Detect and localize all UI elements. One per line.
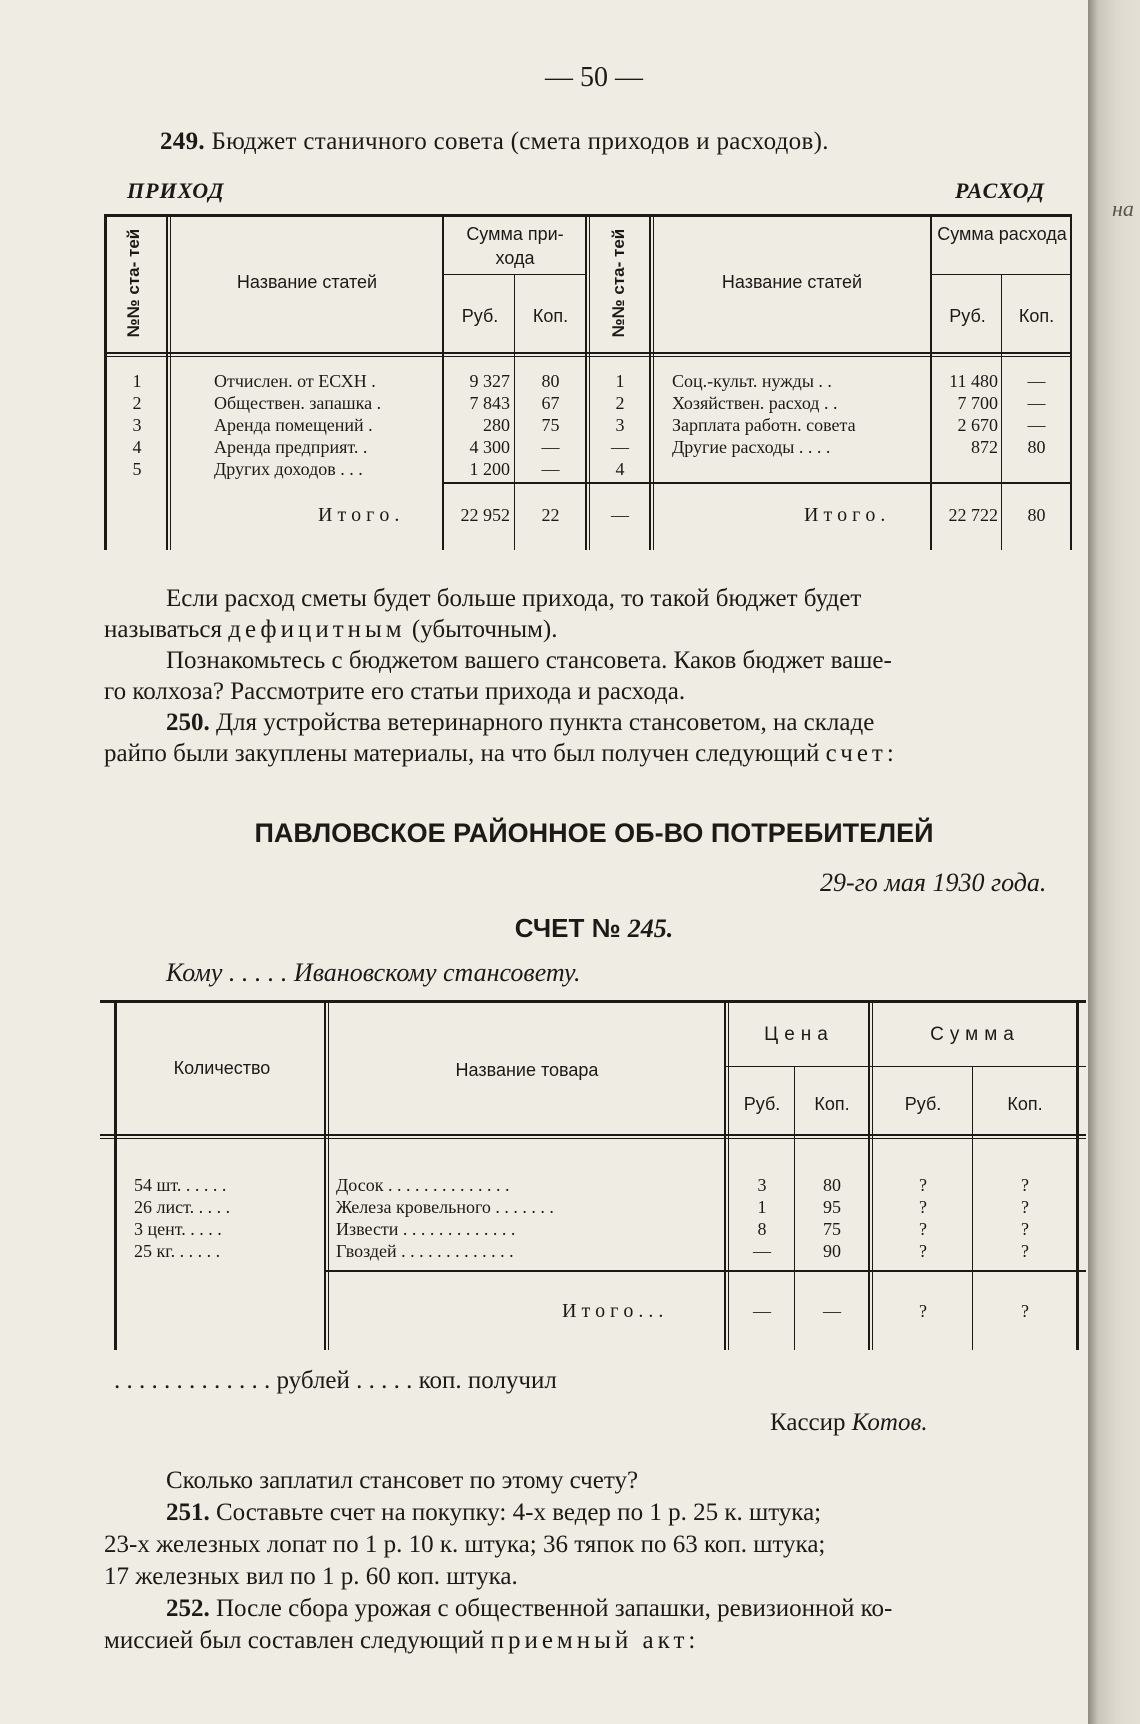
invoice-recipient: Кому . . . . . Ивановскому стансовету. [166, 958, 581, 987]
table-rule [930, 214, 932, 550]
table-rule [514, 274, 515, 550]
invoice-total-price-kop: — [823, 1301, 841, 1321]
table-rule [972, 1066, 973, 1350]
cashier-name: Котов. [851, 1409, 928, 1436]
invoice-total-price-rub: — [753, 1301, 771, 1321]
intro-line-2: го колхоза? Рассмотрите его статьи прихода и расхода. [104, 678, 686, 705]
table-rule [794, 1066, 795, 1350]
expense-name-header: Название статей [721, 272, 863, 292]
expense-total-label: И т о г о . [804, 504, 886, 526]
p250-line-1: 250. Для устройства ветеринарного пункта стансоветом, на складе [166, 709, 875, 736]
p252-number: 252. [166, 1595, 210, 1622]
invoice-total-sum-kop: ? [1021, 1301, 1029, 1321]
invoice-term: счет: [825, 740, 898, 767]
section-249-title: Бюджет станичного совета (смета приходов и расходов). [211, 128, 829, 155]
question-line: Сколько заплатил стансовет по этому счету? [166, 1467, 639, 1494]
invoice-table: Количество Название товара Цена Сумма Руб. Коп. Руб. Коп. 54 шт. . . . . . Досок . . . . . . . . . . . . . . 3 80 ? ? 26 лист. . . . . Железа кровельного . . . . . . . 1 95 ? ? 3 цент. . . . . Извести . . . . . . . . . . . . . 8 75 ? ? 25 кг. . . . . . Гвоздей . . . . . . . . . . . . . — 90 ? ? И т о г о . . . — — ? ? [100, 1000, 1086, 1350]
cashier-line: Кассир Котов. [770, 1409, 928, 1436]
table-rule [589, 214, 590, 550]
income-name-header: Название статей [236, 272, 378, 292]
table-rule [724, 1000, 726, 1350]
table-rule [100, 1000, 1086, 1003]
invoice-org: ПАВЛОВСКОЕ РАЙОННОЕ ОБ-ВО ПОТРЕБИТЕЛЕЙ [254, 818, 934, 848]
income-rub-header: Руб. [461, 306, 499, 326]
income-kop-header: Коп. [532, 306, 569, 326]
table-rule [104, 356, 1072, 357]
facing-page-edge [1088, 0, 1140, 1724]
received-line: . . . . . . . . . . . . . рублей . . . . . коп. получил [114, 1367, 557, 1394]
table-rule [872, 1000, 873, 1350]
p251-line-1: 251. Составьте счет на покупку: 4-х ведер по 1 р. 25 к. штука; [166, 1499, 822, 1526]
table-rule [114, 1000, 117, 1350]
table-rule [649, 214, 651, 550]
table-rule [585, 214, 587, 550]
table-rule [653, 214, 654, 550]
intro-line-1: Познакомьтесь с бюджетом вашего стансовета. Каков бюджет ваше- [166, 647, 892, 674]
deficit-term: дефицитным [228, 616, 406, 643]
table-rule [1001, 274, 1002, 550]
product-header: Название товара [455, 1060, 599, 1080]
table-rule [100, 1134, 1086, 1136]
expense-total-rub: 22 722 [948, 505, 998, 525]
p251-line-3: 17 железных вил по 1 р. 60 коп. штука. [104, 1563, 518, 1590]
table-rule [166, 214, 168, 550]
p251-line-2: 23-х железных лопат по 1 р. 10 к. штука; 36 тяпок по 63 коп. штука; [104, 1531, 826, 1558]
invoice-number: 245. [627, 914, 674, 943]
expense-no-header: №№ ста- тей [609, 228, 628, 338]
table-rule [324, 1000, 326, 1350]
act-term: приемный акт: [490, 1627, 700, 1654]
table-rule [170, 214, 171, 550]
income-total-label: И т о г о . [318, 504, 400, 526]
p252-line-1: 252. После сбора урожая с общественной запашки, ревизионной ко- [166, 1595, 893, 1622]
income-total-rub: 22 952 [460, 505, 510, 525]
sum-rub-header: Руб. [904, 1094, 942, 1114]
expense-kop-header: Коп. [1018, 306, 1055, 326]
invoice-total-label: И т о г о . . . [562, 1300, 664, 1322]
expense-total-no: — [611, 505, 629, 525]
sum-header: Сумма [930, 1024, 1020, 1045]
facing-page-text: на [1112, 196, 1134, 221]
expense-label: РАСХОД [955, 178, 1045, 203]
deficit-line-2: называться дефицитным (убыточным). [104, 616, 558, 643]
table-rule [104, 214, 107, 550]
table-rule [104, 352, 1072, 354]
section-249-number: 249. [160, 128, 205, 155]
income-label: ПРИХОД [127, 178, 225, 203]
table-rule [442, 482, 1072, 484]
income-no-header: №№ ста- тей [124, 228, 143, 338]
price-kop-header: Коп. [814, 1094, 850, 1114]
page-number: — 50 — [545, 62, 643, 93]
expense-rub-header: Руб. [949, 306, 986, 326]
p252-line-2: миссией был составлен следующий приемный акт: [104, 1627, 700, 1654]
expense-total-kop: 80 [1027, 505, 1046, 525]
table-rule [868, 1000, 870, 1350]
p250-line-2: райпо были закуплены материалы, на что был получен следующий счет: [104, 740, 898, 767]
income-total-kop: 22 [541, 505, 560, 525]
section-249-heading [160, 128, 829, 156]
income-sum-header: Сумма при- хода [466, 224, 564, 268]
sum-kop-header: Коп. [1007, 1094, 1043, 1114]
table-rule [724, 1066, 1086, 1067]
table-rule [328, 1000, 329, 1350]
invoice-title: СЧЕТ № 245. [514, 913, 674, 943]
table-rule [728, 1000, 729, 1350]
price-rub-header: Руб. [743, 1094, 781, 1114]
table-rule [1076, 1000, 1079, 1350]
invoice-total-sum-rub: ? [919, 1301, 927, 1321]
table-rule [100, 1138, 1086, 1139]
invoice-date: 29-го мая 1930 года. [820, 868, 1047, 897]
table-rule [442, 214, 444, 550]
price-header: Цена [764, 1024, 834, 1045]
budget-table: №№ ста- тей Название статей Сумма при- хода Руб. Коп. №№ ста- тей Название статей Сумма расхода Руб. Коп. 1 Отчислен. от ЕСХН . 9 327 80 2 Обществен. запашка . 7 843 67 3 Аренда помещений . 280 75 4 Аренда предприят. . 4 300 — 5 Других доходов . . . 1 200 — 1 Соц.-культ. нужды . . 11 480 — 2 Хозяйствен. расход . . 7 700 — 3 Зарплата работн. совета 2 670 — — Другие расходы . . . . 872 80 4 И т о г о . 22 952 22 — И т о г о . 22 722 80 [104, 214, 1072, 550]
expense-sum-header: Сумма расхода [937, 224, 1067, 244]
table-rule [104, 214, 1072, 217]
qty-header: Количество [173, 1058, 271, 1078]
deficit-line-1: Если расход сметы будет больше прихода, то такой бюджет будет [166, 585, 862, 612]
p251-number: 251. [166, 1499, 210, 1526]
p250-number: 250. [166, 709, 210, 736]
table-rule [1070, 214, 1072, 550]
